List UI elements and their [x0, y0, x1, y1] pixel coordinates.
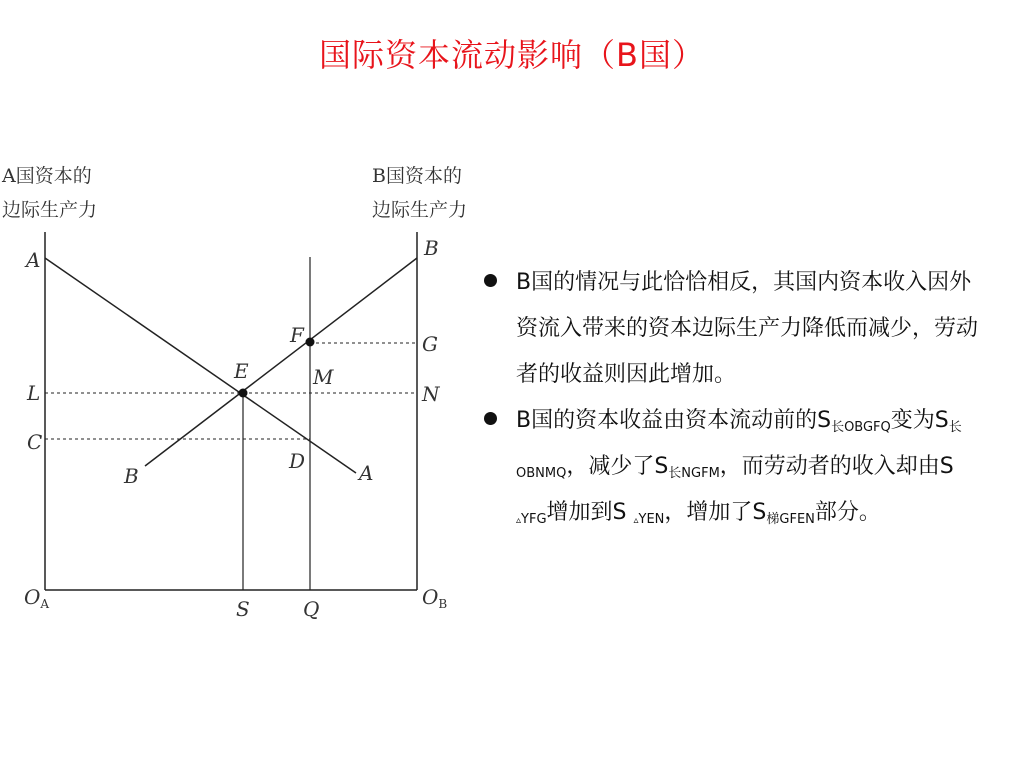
label-a-top: A	[26, 248, 41, 272]
label-d: D	[289, 449, 306, 473]
bullet-2-part1: B国的资本收益由资本流动前的S	[516, 408, 832, 433]
label-b-top: B	[424, 236, 439, 260]
label-origin-b	[422, 585, 447, 611]
label-q: Q	[303, 597, 320, 621]
bullet-2-sub4	[516, 512, 547, 527]
bullet-2-sub6: 梯GFEN	[766, 512, 815, 527]
origin-b-letter: O	[422, 585, 439, 609]
bullet-2-sub5-text: YEN	[638, 512, 665, 527]
left-axis-title-line2: 边际生产力	[2, 199, 98, 221]
bullet-2-part7: 部分。	[814, 500, 881, 525]
bullet-2-sub5	[634, 512, 665, 527]
bullet-1-text: B国的情况与此恰恰相反，其国内资本收入因外资流入带来的资本边际生产力降低而减少，劳动者的收益则因此增加。	[516, 270, 979, 387]
label-s: S	[236, 597, 250, 621]
bullet-2-part5: 增加到S	[546, 500, 634, 525]
bullet-2-part3: ，减少了S	[566, 454, 669, 479]
slide-title: 国际资本流动影响（B国）	[319, 36, 705, 74]
bullet-2-part2: 变为S	[890, 408, 949, 433]
label-l: L	[27, 381, 41, 405]
bullet-2-sub2: 长OBNMQ	[516, 420, 962, 481]
b-mpk-line	[145, 258, 417, 466]
label-a-bottom: A	[359, 461, 374, 485]
bullet-item-1	[484, 260, 984, 398]
label-e: E	[234, 359, 249, 383]
bullet-2-part4: ，而劳动者的收入却由S	[719, 454, 954, 479]
bullet-2-sub1: 长OBGFQ	[831, 420, 891, 435]
a-mpk-line	[45, 258, 356, 473]
bullet-2-part6: ，增加了S	[664, 500, 767, 525]
point-f-dot	[306, 338, 315, 347]
point-e-dot	[239, 389, 248, 398]
label-f: F	[290, 323, 304, 347]
bullet-item-2	[484, 398, 984, 536]
left-axis-title-line1: A国资本的	[2, 165, 92, 187]
triangle-icon: ▵	[516, 515, 522, 526]
label-g: G	[422, 332, 438, 356]
bullet-list	[484, 260, 984, 536]
origin-a-letter: O	[24, 585, 41, 609]
bullet-dot-icon	[484, 274, 497, 287]
origin-a-subscript: A	[40, 597, 50, 611]
label-n: N	[422, 382, 440, 406]
capital-flow-diagram	[0, 150, 470, 630]
right-axis-title-line1: B国资本的	[372, 165, 462, 187]
triangle-icon: ▵	[633, 515, 639, 526]
bullet-2-sub3: 长NGFM	[668, 466, 720, 481]
bullet-2-sub4-text: YFG	[521, 512, 547, 527]
bullet-dot-icon	[484, 412, 497, 425]
label-m: M	[313, 365, 334, 389]
label-b-bottom: B	[124, 464, 139, 488]
label-c: C	[27, 430, 43, 454]
right-axis-title-line2: 边际生产力	[372, 199, 468, 221]
origin-b-subscript: B	[438, 597, 448, 611]
